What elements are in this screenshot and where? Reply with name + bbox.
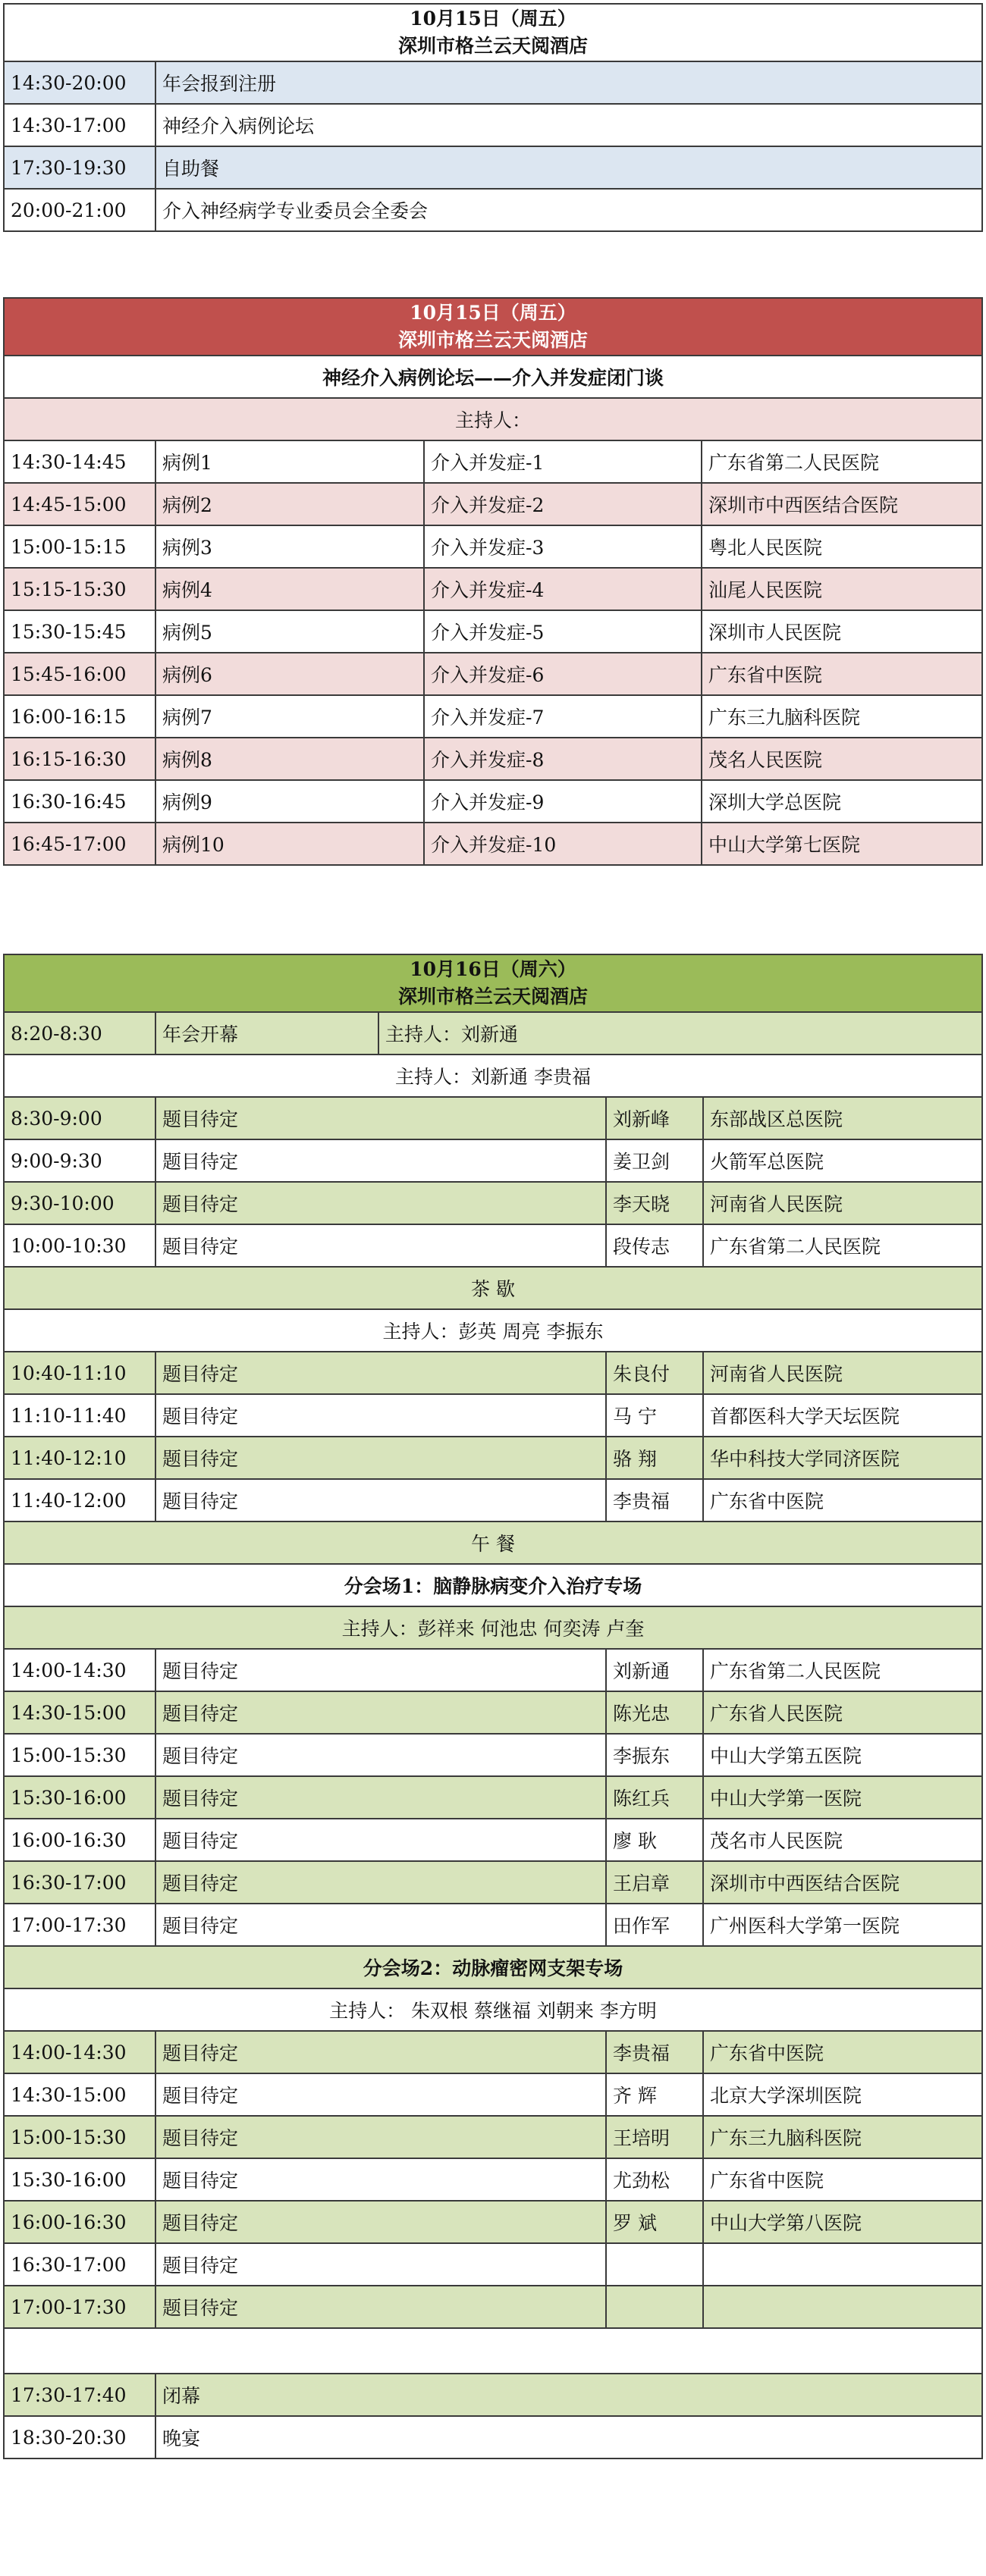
empty-row <box>4 2328 982 2374</box>
speaker-cell: 刘新峰 <box>606 1097 703 1139</box>
hospital-cell: 广州医科大学第一医院 <box>703 1904 982 1946</box>
case-cell: 病例8 <box>155 738 424 780</box>
topic-cell: 介入并发症-8 <box>424 738 702 780</box>
time-cell: 16:00-16:15 <box>4 695 155 738</box>
topic-cell: 题目待定 <box>155 2116 606 2158</box>
table-row <box>4 738 982 780</box>
table-row <box>4 610 982 653</box>
topic-cell: 介入并发症-6 <box>424 653 702 695</box>
time-cell: 15:00-15:30 <box>4 2116 155 2158</box>
table-row <box>4 146 982 189</box>
table-row <box>4 483 982 525</box>
header-venue: 深圳市格兰云天阅酒店 <box>397 329 588 351</box>
hospital-cell: 河南省人民医院 <box>703 1352 982 1394</box>
time-cell: 9:00-9:30 <box>4 1139 155 1182</box>
hospital-cell: 中山大学第一医院 <box>703 1776 982 1819</box>
schedule-table-oct15-overview <box>3 3 983 232</box>
forum-title-row <box>4 356 982 398</box>
table-row <box>4 568 982 610</box>
speaker-cell <box>606 2286 703 2328</box>
case-cell: 病例9 <box>155 780 424 823</box>
header-date: 10月16日（周六） <box>410 958 576 980</box>
spacer-row <box>4 2328 982 2374</box>
time-cell: 16:45-17:00 <box>4 823 155 865</box>
time-cell: 17:30-19:30 <box>4 146 155 189</box>
topic-cell: 题目待定 <box>155 1649 606 1691</box>
table-row <box>4 1352 982 1394</box>
topic-cell: 题目待定 <box>155 2158 606 2201</box>
topic-cell: 题目待定 <box>155 1139 606 1182</box>
time-cell: 10:00-10:30 <box>4 1224 155 1267</box>
lunch-label: 午 餐 <box>4 1521 982 1564</box>
topic-cell: 介入并发症-5 <box>424 610 702 653</box>
speaker-cell: 李振东 <box>606 1734 703 1776</box>
topic-cell: 题目待定 <box>155 1224 606 1267</box>
hospital-cell: 广东省中医院 <box>702 653 982 695</box>
host-label: 主持人：彭英 周亮 李振东 <box>4 1309 982 1352</box>
header-venue: 深圳市格兰云天阅酒店 <box>397 986 588 1008</box>
hospital-cell: 广东省中医院 <box>703 2031 982 2073</box>
topic-cell: 题目待定 <box>155 1734 606 1776</box>
hospital-cell: 广东三九脑科医院 <box>703 2116 982 2158</box>
table-row <box>4 61 982 104</box>
schedule-table-case-forum <box>3 297 983 866</box>
time-cell: 16:00-16:30 <box>4 1819 155 1861</box>
topic-cell: 题目待定 <box>155 1437 606 1479</box>
topic-cell: 题目待定 <box>155 1861 606 1904</box>
time-cell: 14:00-14:30 <box>4 2031 155 2073</box>
time-cell: 14:30-14:45 <box>4 440 155 483</box>
dinner-row <box>4 2416 982 2458</box>
table-header <box>4 4 982 61</box>
speaker-cell <box>606 2243 703 2286</box>
speaker-cell: 王启章 <box>606 1861 703 1904</box>
topic-cell: 介入并发症-3 <box>424 525 702 568</box>
hospital-cell: 中山大学第五医院 <box>703 1734 982 1776</box>
table-row <box>4 695 982 738</box>
event-cell: 神经介入病例论坛 <box>155 104 982 146</box>
host-label: 主持人： <box>4 398 982 440</box>
hospital-cell: 广东三九脑科医院 <box>702 695 982 738</box>
event-cell: 年会报到注册 <box>155 61 982 104</box>
speaker-cell: 刘新通 <box>606 1649 703 1691</box>
time-cell: 20:00-21:00 <box>4 189 155 231</box>
hospital-cell: 火箭军总医院 <box>703 1139 982 1182</box>
time-cell: 15:30-16:00 <box>4 1776 155 1819</box>
topic-cell: 题目待定 <box>155 1182 606 1224</box>
host-row <box>4 1309 982 1352</box>
time-cell: 16:30-17:00 <box>4 2243 155 2286</box>
time-cell: 15:00-15:30 <box>4 1734 155 1776</box>
topic-cell: 介入并发症-7 <box>424 695 702 738</box>
event-cell: 介入神经病学专业委员会全委会 <box>155 189 982 231</box>
hospital-cell: 广东省第二人民医院 <box>703 1224 982 1267</box>
host-row <box>4 1988 982 2031</box>
table-row <box>4 2031 982 2073</box>
table-row <box>4 1734 982 1776</box>
table-row <box>4 525 982 568</box>
speaker-cell: 齐 辉 <box>606 2073 703 2116</box>
hospital-cell: 华中科技大学同济医院 <box>703 1437 982 1479</box>
table-row <box>4 1139 982 1182</box>
table-header <box>4 298 982 356</box>
hospital-cell: 深圳市中西医结合医院 <box>702 483 982 525</box>
table-row <box>4 1097 982 1139</box>
hospital-cell: 深圳市中西医结合医院 <box>703 1861 982 1904</box>
table-row <box>4 1649 982 1691</box>
speaker-cell: 李贵福 <box>606 2031 703 2073</box>
event-cell: 年会开幕 <box>155 1012 378 1055</box>
table-row <box>4 653 982 695</box>
speaker-cell: 陈光忠 <box>606 1691 703 1734</box>
hospital-cell: 粤北人民医院 <box>702 525 982 568</box>
schedule-table-oct16 <box>3 954 983 2459</box>
topic-cell: 介入并发症-9 <box>424 780 702 823</box>
topic-cell: 题目待定 <box>155 2031 606 2073</box>
table-row <box>4 104 982 146</box>
opening-row <box>4 1012 982 1055</box>
table-row <box>4 2286 982 2328</box>
topic-cell: 题目待定 <box>155 2243 606 2286</box>
case-cell: 病例7 <box>155 695 424 738</box>
header-date: 10月15日（周五） <box>410 302 576 324</box>
topic-cell: 题目待定 <box>155 2073 606 2116</box>
case-cell: 病例1 <box>155 440 424 483</box>
time-cell: 8:30-9:00 <box>4 1097 155 1139</box>
hospital-cell <box>703 2286 982 2328</box>
hospital-cell: 广东省中医院 <box>703 2158 982 2201</box>
topic-cell: 题目待定 <box>155 1479 606 1521</box>
speaker-cell: 田作军 <box>606 1904 703 1946</box>
header-date: 10月15日（周五） <box>410 8 576 30</box>
hospital-cell: 首都医科大学天坛医院 <box>703 1394 982 1437</box>
topic-cell: 题目待定 <box>155 1776 606 1819</box>
table-row <box>4 2201 982 2243</box>
table-row <box>4 1479 982 1521</box>
speaker-cell: 马 宁 <box>606 1394 703 1437</box>
topic-cell: 题目待定 <box>155 1394 606 1437</box>
topic-cell: 题目待定 <box>155 1904 606 1946</box>
table-row <box>4 780 982 823</box>
forum-title: 神经介入病例论坛——介入并发症闭门谈 <box>4 356 982 398</box>
case-cell: 病例3 <box>155 525 424 568</box>
speaker-cell: 段传志 <box>606 1224 703 1267</box>
hospital-cell <box>703 2243 982 2286</box>
speaker-cell: 罗 斌 <box>606 2201 703 2243</box>
time-cell: 15:45-16:00 <box>4 653 155 695</box>
table-row <box>4 1819 982 1861</box>
hospital-cell: 北京大学深圳医院 <box>703 2073 982 2116</box>
speaker-cell: 李天晓 <box>606 1182 703 1224</box>
session-title-row <box>4 1946 982 1988</box>
time-cell: 16:00-16:30 <box>4 2201 155 2243</box>
time-cell: 11:40-12:00 <box>4 1479 155 1521</box>
time-cell: 14:00-14:30 <box>4 1649 155 1691</box>
table-row <box>4 1776 982 1819</box>
session2-title: 分会场2：动脉瘤密网支架专场 <box>4 1946 982 1988</box>
table-row <box>4 2073 982 2116</box>
speaker-cell: 陈红兵 <box>606 1776 703 1819</box>
tea-break-row <box>4 1267 982 1309</box>
hospital-cell: 东部战区总医院 <box>703 1097 982 1139</box>
table-row <box>4 823 982 865</box>
time-cell: 16:30-17:00 <box>4 1861 155 1904</box>
time-cell: 11:10-11:40 <box>4 1394 155 1437</box>
hospital-cell: 广东省第二人民医院 <box>703 1649 982 1691</box>
time-cell: 17:30-17:40 <box>4 2374 155 2416</box>
table-row <box>4 1224 982 1267</box>
topic-cell: 题目待定 <box>155 2286 606 2328</box>
topic-cell: 题目待定 <box>155 1352 606 1394</box>
hospital-cell: 汕尾人民医院 <box>702 568 982 610</box>
table-row <box>4 1437 982 1479</box>
case-cell: 病例2 <box>155 483 424 525</box>
time-cell: 17:00-17:30 <box>4 2286 155 2328</box>
table-row <box>4 2158 982 2201</box>
time-cell: 17:00-17:30 <box>4 1904 155 1946</box>
case-cell: 病例6 <box>155 653 424 695</box>
hospital-cell: 广东省中医院 <box>703 1479 982 1521</box>
time-cell: 18:30-20:30 <box>4 2416 155 2458</box>
event-cell: 自助餐 <box>155 146 982 189</box>
topic-cell: 题目待定 <box>155 1819 606 1861</box>
speaker-cell: 骆 翔 <box>606 1437 703 1479</box>
hospital-cell: 广东省第二人民医院 <box>702 440 982 483</box>
table-row <box>4 2243 982 2286</box>
hospital-cell: 茂名市人民医院 <box>703 1819 982 1861</box>
time-cell: 14:30-15:00 <box>4 1691 155 1734</box>
speaker-cell: 姜卫剑 <box>606 1139 703 1182</box>
table-header <box>4 954 982 1012</box>
time-cell: 9:30-10:00 <box>4 1182 155 1224</box>
time-cell: 14:30-17:00 <box>4 104 155 146</box>
host-row <box>4 398 982 440</box>
hospital-cell: 深圳大学总医院 <box>702 780 982 823</box>
hospital-cell: 广东省人民医院 <box>703 1691 982 1734</box>
host-label: 主持人：刘新通 李贵福 <box>4 1055 982 1097</box>
table-row <box>4 1861 982 1904</box>
time-cell: 14:30-20:00 <box>4 61 155 104</box>
time-cell: 14:30-15:00 <box>4 2073 155 2116</box>
speaker-cell: 朱良付 <box>606 1352 703 1394</box>
topic-cell: 题目待定 <box>155 1097 606 1139</box>
topic-cell: 题目待定 <box>155 2201 606 2243</box>
hospital-cell: 茂名人民医院 <box>702 738 982 780</box>
host-row <box>4 1055 982 1097</box>
case-cell: 病例5 <box>155 610 424 653</box>
hospital-cell: 河南省人民医院 <box>703 1182 982 1224</box>
time-cell: 16:30-16:45 <box>4 780 155 823</box>
time-cell: 15:30-16:00 <box>4 2158 155 2201</box>
table-row <box>4 2116 982 2158</box>
hospital-cell: 深圳市人民医院 <box>702 610 982 653</box>
time-cell: 16:15-16:30 <box>4 738 155 780</box>
session-title-row <box>4 1564 982 1606</box>
case-cell: 病例4 <box>155 568 424 610</box>
event-cell: 闭幕 <box>155 2374 982 2416</box>
table-row <box>4 1691 982 1734</box>
header-venue: 深圳市格兰云天阅酒店 <box>397 35 588 57</box>
hospital-cell: 中山大学第八医院 <box>703 2201 982 2243</box>
table-row <box>4 189 982 231</box>
host-label: 主持人：彭祥来 何池忠 何奕涛 卢奎 <box>4 1606 982 1649</box>
time-cell: 15:00-15:15 <box>4 525 155 568</box>
table-row <box>4 1394 982 1437</box>
speaker-cell: 尤劲松 <box>606 2158 703 2201</box>
tea-break-label: 茶 歇 <box>4 1267 982 1309</box>
topic-cell: 介入并发症-4 <box>424 568 702 610</box>
time-cell: 15:15-15:30 <box>4 568 155 610</box>
time-cell: 15:30-15:45 <box>4 610 155 653</box>
time-cell: 14:45-15:00 <box>4 483 155 525</box>
topic-cell: 题目待定 <box>155 1691 606 1734</box>
table-row <box>4 440 982 483</box>
speaker-cell: 廖 耿 <box>606 1819 703 1861</box>
time-cell: 8:20-8:30 <box>4 1012 155 1055</box>
opening-host: 主持人：刘新通 <box>378 1012 982 1055</box>
topic-cell: 介入并发症-1 <box>424 440 702 483</box>
case-cell: 病例10 <box>155 823 424 865</box>
speaker-cell: 李贵福 <box>606 1479 703 1521</box>
session1-title: 分会场1：脑静脉病变介入治疗专场 <box>4 1564 982 1606</box>
time-cell: 11:40-12:10 <box>4 1437 155 1479</box>
hospital-cell: 中山大学第七医院 <box>702 823 982 865</box>
closing-row <box>4 2374 982 2416</box>
host-label: 主持人： 朱双根 蔡继福 刘朝来 李方明 <box>4 1988 982 2031</box>
table-row <box>4 1904 982 1946</box>
table-row <box>4 1182 982 1224</box>
host-row <box>4 1606 982 1649</box>
event-cell: 晚宴 <box>155 2416 982 2458</box>
time-cell: 10:40-11:10 <box>4 1352 155 1394</box>
speaker-cell: 王培明 <box>606 2116 703 2158</box>
topic-cell: 介入并发症-10 <box>424 823 702 865</box>
topic-cell: 介入并发症-2 <box>424 483 702 525</box>
lunch-row <box>4 1521 982 1564</box>
